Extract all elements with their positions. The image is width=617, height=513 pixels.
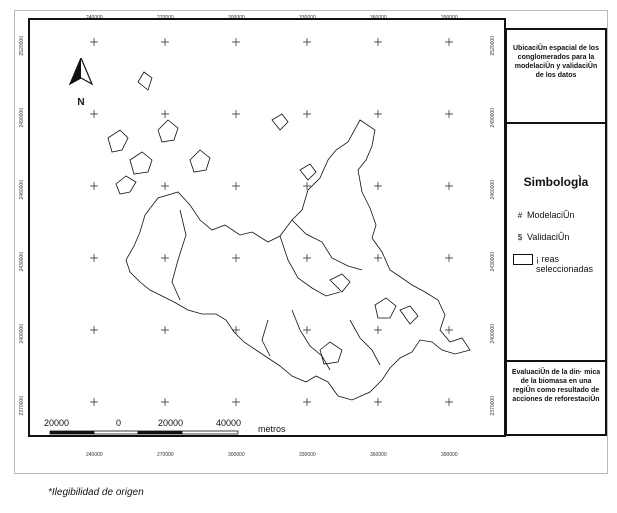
north-arrow <box>68 58 94 108</box>
area-swatch-icon <box>513 254 533 265</box>
tick-label: 2460000 <box>490 180 496 200</box>
tick-label: 2520000 <box>19 36 25 56</box>
fragment <box>375 298 396 318</box>
tick-label: 240000 <box>86 452 103 458</box>
legend-panel <box>505 28 607 436</box>
grid-cross <box>232 110 240 118</box>
grid-cross <box>90 254 98 262</box>
tick-label: 300000 <box>228 452 245 458</box>
internal-boundary <box>292 310 330 370</box>
fragment <box>190 150 210 172</box>
grid-cross <box>445 38 453 46</box>
legend-symbol: $ <box>517 232 523 242</box>
scale-label: 20000 <box>158 418 184 428</box>
grid-cross <box>232 182 240 190</box>
fragment <box>158 120 178 142</box>
legend-item-validacion <box>513 232 569 242</box>
grid-cross <box>445 398 453 406</box>
north-arrow-icon <box>68 58 94 92</box>
grid-cross <box>90 110 98 118</box>
scale-bar-graphic <box>50 431 238 434</box>
grid-cross <box>161 326 169 334</box>
divider <box>507 122 605 124</box>
grid-cross <box>232 326 240 334</box>
grid-cross <box>374 326 382 334</box>
north-label: N <box>77 97 85 108</box>
legend-item-areas <box>513 254 600 274</box>
grid-cross <box>232 254 240 262</box>
tick-label: 390000 <box>441 15 458 21</box>
panel-footer: EvaluaciÛn de la din· mica de la biomasa en una regiÛn como resultado de acciones de reforestaciÛn <box>511 369 601 403</box>
legend-label: ModelaciÛn <box>527 210 575 220</box>
tick-label: 390000 <box>441 452 458 458</box>
grid-cross <box>161 398 169 406</box>
grid-cross <box>303 398 311 406</box>
tick-label: 330000 <box>299 15 316 21</box>
tick-label: 2520000 <box>490 36 496 56</box>
internal-boundary <box>350 320 380 365</box>
fragment <box>116 176 136 194</box>
legend-label: ValidaciÛn <box>527 232 570 242</box>
tick-label: 2430000 <box>19 252 25 272</box>
grid-cross <box>161 110 169 118</box>
fragment <box>108 130 128 152</box>
fragment <box>400 306 418 324</box>
study-area-map <box>30 20 504 435</box>
tick-label: 240000 <box>86 15 103 21</box>
internal-boundary <box>172 210 186 300</box>
study-area-polygons <box>108 72 470 400</box>
grid-cross <box>374 398 382 406</box>
grid-cross <box>445 110 453 118</box>
legend-item-modelacion <box>513 210 575 220</box>
scale-label: 0 <box>116 418 122 428</box>
grid-cross <box>303 182 311 190</box>
grid-cross <box>161 182 169 190</box>
internal-boundary <box>262 320 270 356</box>
grid-cross <box>303 110 311 118</box>
tick-label: 300000 <box>228 15 245 21</box>
map-frame <box>28 18 506 437</box>
grid-cross <box>161 254 169 262</box>
tick-label: 2490000 <box>490 108 496 128</box>
tick-label: 330000 <box>299 452 316 458</box>
tick-label: 2430000 <box>490 252 496 272</box>
fragment <box>330 274 350 292</box>
tick-label: 2460000 <box>19 180 25 200</box>
grid-cross <box>374 254 382 262</box>
grid-cross <box>303 38 311 46</box>
tick-label: 2490000 <box>19 108 25 128</box>
grid-cross <box>303 254 311 262</box>
tick-label: 360000 <box>370 452 387 458</box>
tick-label: 270000 <box>157 452 174 458</box>
grid-cross <box>90 38 98 46</box>
internal-boundary <box>280 236 340 296</box>
tick-label: 360000 <box>370 15 387 21</box>
grid-cross <box>374 110 382 118</box>
fragment <box>320 342 342 364</box>
tick-label: 2400000 <box>490 324 496 344</box>
grid-cross <box>445 254 453 262</box>
grid-cross <box>374 182 382 190</box>
grid-cross <box>374 38 382 46</box>
grid-cross <box>232 38 240 46</box>
tick-label: 2370000 <box>19 396 25 416</box>
grid-cross <box>445 182 453 190</box>
legend-label: ¡ reas seleccionadas <box>536 254 594 274</box>
graticule <box>90 38 453 406</box>
tick-label: 2370000 <box>490 396 496 416</box>
grid-cross <box>445 326 453 334</box>
fragment <box>138 72 152 90</box>
grid-cross <box>90 326 98 334</box>
grid-cross <box>232 398 240 406</box>
grid-cross <box>161 38 169 46</box>
fragment <box>300 164 316 180</box>
scale-label: 40000 <box>216 418 242 428</box>
tick-label: 2400000 <box>19 324 25 344</box>
legend-title: SimbologÌa <box>523 175 589 189</box>
scale-label: 20000 <box>44 418 70 428</box>
fragment <box>272 114 288 130</box>
grid-cross <box>303 326 311 334</box>
divider <box>507 360 605 362</box>
caption: *Ilegibilidad de origen <box>48 487 144 498</box>
legend-symbol: # <box>517 210 523 220</box>
scale-unit: metros <box>258 424 286 434</box>
panel-title: UbicaciÛn espacial de los conglomerados para la modelaciÛn y validaciÛn de los datos <box>513 45 599 79</box>
grid-cross <box>90 398 98 406</box>
tick-label: 270000 <box>157 15 174 21</box>
grid-cross <box>90 182 98 190</box>
fragment <box>130 152 152 174</box>
internal-boundary <box>292 220 362 270</box>
